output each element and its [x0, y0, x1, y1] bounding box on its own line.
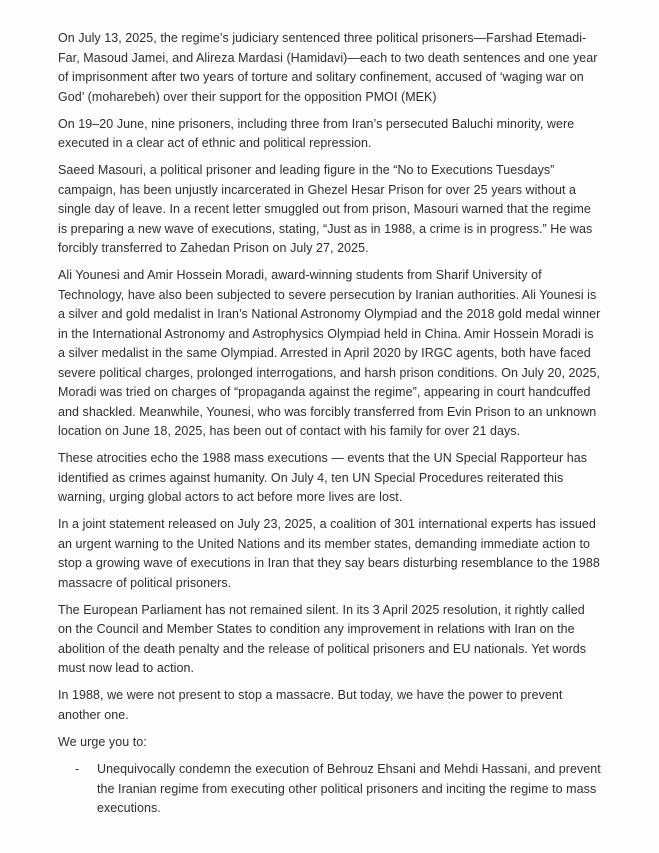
paragraph-4: Ali Younesi and Amir Hossein Moradi, award-winning students from Sharif University of Technology, have also been subjected to severe persecution by Iranian authorities. Ali Younesi is a silver and gold medalist in Iran’s National Astronomy Olympiad and the 2018 gold medal winner in the International Astronomy and Astrophysics Olympiad held in China. Amir Hossein Moradi is a silver medalist in the same Olympiad. Arrested in April 2020 by IRGC agents, both have faced severe political charges, prolonged interrogations, and harsh prison conditions. On July 20, 2025, Moradi was tried on charges of “propaganda against the regime”, appearing in court handcuffed and shackled. Meanwhile, Younesi, who was forcibly transferred from Evin Prison to an unknown location on June 18, 2025, has been out of contact with his family for over 21 days. [58, 268, 601, 438]
paragraph-7: The European Parliament has not remained silent. In its 3 April 2025 resolution, it rightly called on the Council and Member States to condition any improvement in relations with Iran on the abolition of the death penalty and the release of political prisoners and EU nationals. Yet words must now lead to action. [58, 602, 587, 675]
bullet-text: Unequivocally condemn the execution of Behrouz Ehsani and Mehdi Hassani, and prevent the Iranian regime from executing other political prisoners and inciting the regime to mass executions. [97, 762, 601, 815]
list-item [58, 760, 601, 819]
document-body [58, 29, 601, 819]
paragraph-2: On 19–20 June, nine prisoners, including three from Iran’s persecuted Baluchi minority, were executed in a clear act of ethnic and political repression. [58, 116, 575, 150]
paragraph-6: In a joint statement released on July 23, 2025, a coalition of 301 international experts has issued an urgent warning to the United Nations and its member states, demanding immediate action to stop a growing wave of executions in Iran that they say bears disturbing resemblance to the 1988 massacre of political prisoners. [58, 517, 600, 590]
paragraph-8: In 1988, we were not present to stop a massacre. But today, we have the power to prevent another one. [58, 688, 563, 722]
call-to-action-intro: We urge you to: [58, 734, 147, 749]
paragraph-5: These atrocities echo the 1988 mass executions — events that the UN Special Rapporteur has identified as crimes against humanity. On July 4, ten UN Special Procedures reiterated this warning, urging global actors to act before more lives are lost. [58, 451, 588, 504]
paragraph-3: Saeed Masouri, a political prisoner and leading figure in the “No to Executions Tuesdays” campaign, has been unjustly incarcerated in Ghezel Hesar Prison for over 25 years without a single day of leave. In a recent letter smuggled out from prison, Masouri warned that the regime is preparing a new wave of executions, stating, “Just as in 1988, a crime is in progress.” He was forcibly transferred to Zahedan Prison on July 27, 2025. [58, 163, 593, 255]
bullet-marker: - [75, 762, 80, 776]
bullet-list [58, 760, 601, 819]
paragraph-1: On July 13, 2025, the regime’s judiciary sentenced three political prisoners—Farshad Etemadi-Far, Masoud Jamei, and Alireza Mardasi (Hamidavi)—each to two death sentences and one year of imprisonment after two years of torture and solitary confinement, accused of ‘waging war on God’ (moharebeh) over their support for the opposition PMOI (MEK) [58, 31, 598, 104]
